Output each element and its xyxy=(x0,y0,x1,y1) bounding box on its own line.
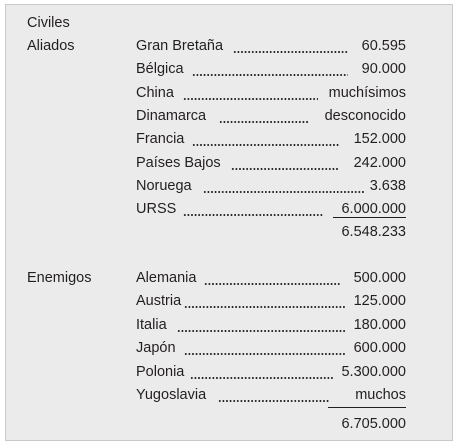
leader-dots xyxy=(184,353,345,355)
row-value: 152.000 xyxy=(353,131,406,147)
leader-dots xyxy=(184,306,346,308)
row-label: Gran Bretaña xyxy=(136,38,224,54)
leader-dots xyxy=(192,144,340,146)
row-value: 500.000 xyxy=(353,270,406,286)
leader-dots xyxy=(231,168,339,170)
row-value: 3.638 xyxy=(369,178,406,194)
row-label: URSS xyxy=(136,201,177,217)
leader-dots xyxy=(218,400,330,402)
subtotal-underline xyxy=(328,407,406,408)
leader-dots xyxy=(190,377,333,379)
row-value: muchísimos xyxy=(328,85,406,101)
row-label: Japón xyxy=(136,340,176,356)
leader-dots xyxy=(177,330,345,332)
row-label: Alemania xyxy=(136,270,197,286)
group-total: 6.548.233 xyxy=(341,224,406,240)
row-value: muchos xyxy=(355,387,406,403)
section-title: Civiles xyxy=(27,15,70,31)
leader-dots xyxy=(183,98,318,100)
row-value: 6.000.000 xyxy=(341,201,406,217)
group-total: 6.705.000 xyxy=(341,416,406,432)
group-name-enemigos: Enemigos xyxy=(27,270,92,286)
row-label: Países Bajos xyxy=(136,155,221,171)
leader-dots xyxy=(203,191,364,193)
leader-dots xyxy=(219,121,308,123)
row-label: China xyxy=(136,85,174,101)
row-value: 5.300.000 xyxy=(341,364,406,380)
row-value: 600.000 xyxy=(353,340,406,356)
row-label: Polonia xyxy=(136,364,185,380)
row-value: 60.595 xyxy=(361,38,406,54)
subtotal-underline xyxy=(333,217,406,218)
row-value: desconocido xyxy=(324,108,406,124)
row-value: 90.000 xyxy=(361,61,406,77)
row-value: 125.000 xyxy=(353,293,406,309)
row-label: Bélgica xyxy=(136,61,184,77)
row-label: Francia xyxy=(136,131,185,147)
row-value: 180.000 xyxy=(353,317,406,333)
leader-dots xyxy=(233,51,348,53)
row-value: 242.000 xyxy=(353,155,406,171)
row-label: Yugoslavia xyxy=(136,387,207,403)
row-label: Italia xyxy=(136,317,167,333)
row-label: Austria xyxy=(136,293,182,309)
leader-dots xyxy=(183,214,324,216)
leader-dots xyxy=(204,283,340,285)
leader-dots xyxy=(192,74,348,76)
row-label: Dinamarca xyxy=(136,108,207,124)
row-label: Noruega xyxy=(136,178,192,194)
group-name-aliados: Aliados xyxy=(27,38,75,54)
